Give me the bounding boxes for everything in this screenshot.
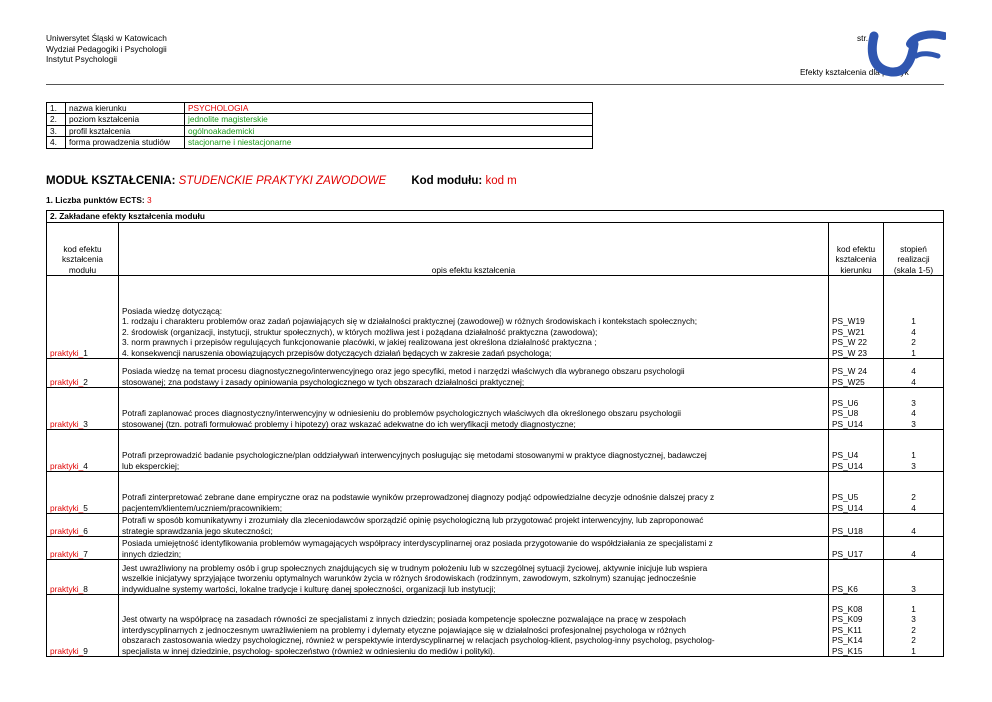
description-line: indywidualne systemy wartości, lokalne tradycje i kulturę danej społeczności, organizacji lub instytucji;	[122, 583, 496, 594]
description-line: Posiada umiejętność identyfikowania problemów wymagających współpracy interdyscyplinarnej oraz posiada przygotowanie do współdziałania ze specjalistami z	[122, 538, 713, 549]
outcome-code-prefix: praktyki_	[50, 460, 84, 471]
outcome-code-prefix: praktyki_	[50, 347, 84, 358]
outcome-code	[47, 472, 119, 514]
outcome-code	[47, 430, 119, 472]
program-outcome-codes	[829, 430, 884, 472]
module-code-value: kod m	[485, 175, 517, 187]
outcome-row	[47, 595, 944, 657]
info-row-number: 2.	[47, 114, 66, 125]
program-outcome-code: PS_K09	[832, 614, 863, 625]
info-row-number: 3.	[47, 125, 66, 136]
header-divider	[46, 84, 944, 85]
realization-level: 3	[911, 397, 916, 408]
outcome-code	[47, 276, 119, 359]
realization-level: 3	[911, 418, 916, 429]
description-line: 4. konsekwencji naruszenia obowiązujących przepisów dotyczących działań będących w zakresie zadań psychologa;	[122, 347, 552, 358]
realization-levels	[884, 514, 944, 537]
outcome-code	[47, 560, 119, 595]
module-code-label: Kod modułu:	[411, 175, 483, 187]
program-outcome-code: PS_U18	[832, 525, 863, 536]
info-row-label: forma prowadzenia studiów	[66, 137, 185, 148]
program-outcome-code: PS_W 23	[832, 347, 868, 358]
outcome-code	[47, 537, 119, 560]
realization-level: 1	[911, 450, 916, 461]
outcome-code-prefix: praktyki_	[50, 376, 84, 387]
program-outcome-code: PS_W25	[832, 376, 865, 387]
program-outcome-code: PS_K6	[832, 583, 858, 594]
outcome-row	[47, 514, 944, 537]
program-info-table	[46, 102, 593, 149]
program-outcome-code: PS_K11	[832, 624, 862, 635]
program-outcome-codes	[829, 595, 884, 657]
info-row-label: profil kształcenia	[66, 125, 185, 136]
outcome-code-number: 5	[83, 502, 88, 513]
description-line: Potrafi w sposób komunikatywny i zrozumiały dla zleceniodawców sporządzić opinię psychologiczną lub przygotować projekt interwencyjny, lub zaproponować	[122, 515, 704, 526]
module-label: MODUŁ KSZTAŁCENIA:	[46, 175, 176, 187]
info-row-number: 4.	[47, 137, 66, 148]
realization-level: 1	[911, 645, 916, 656]
faculty-name: Wydział Pedagogiki i Psychologii	[46, 43, 167, 54]
realization-level: 4	[911, 326, 916, 337]
description-line: Posiada wiedzę na temat procesu diagnostycznego/interwencyjnego oraz jego specyfiki, metod i narzędzi właściwych dla wybranego obszaru psychologii	[122, 366, 685, 377]
program-outcome-codes	[829, 359, 884, 388]
outcome-code	[47, 514, 119, 537]
description-line: stosowanej; zna podstawy i zasady opiniowania psychologicznego w tych obszarach działalności praktycznej;	[122, 376, 525, 387]
realization-levels	[884, 472, 944, 514]
program-outcome-code: PS_U14	[832, 502, 863, 513]
ects-value: 3	[146, 195, 152, 205]
outcome-description	[119, 514, 829, 537]
description-line: stosowanej (tzn. potrafi formułować problemy i hipotezy) oraz wskazać adekwatne do ich weryfikacji metody diagnostyczne;	[122, 418, 576, 429]
realization-level: 1	[911, 316, 916, 327]
outcome-row	[47, 276, 944, 359]
outcome-code-prefix: praktyki_	[50, 548, 84, 559]
program-outcome-code: PS_U14	[832, 460, 863, 471]
program-outcome-code: PS_U17	[832, 548, 863, 559]
outcome-row	[47, 537, 944, 560]
outcome-code-prefix: praktyki_	[50, 583, 84, 594]
info-row-label: poziom kształcenia	[66, 114, 185, 125]
page-number: str. 1	[857, 33, 875, 43]
info-row-value: stacjonarne i niestacjonarne	[185, 137, 593, 148]
outcome-code-prefix: praktyki_	[50, 525, 84, 536]
realization-level: 1	[911, 603, 916, 614]
realization-level: 4	[911, 408, 916, 419]
institution-header	[46, 33, 167, 65]
institute-name: Instytut Psychologii	[46, 54, 118, 64]
realization-level: 4	[911, 502, 916, 513]
realization-level: 3	[911, 460, 916, 471]
realization-levels	[884, 430, 944, 472]
program-outcome-codes	[829, 472, 884, 514]
ects-line	[46, 195, 152, 205]
outcome-description	[119, 430, 829, 472]
description-line: Potrafi zinterpretować zebrane dane empiryczne oraz na podstawie wyników przeprowadzonej diagnozy podjąć odpowiedzialne decyzje odnośnie dalszej pracy z	[122, 492, 715, 503]
realization-level: 3	[911, 614, 916, 625]
outcome-description	[119, 359, 829, 388]
info-row	[47, 137, 593, 148]
outcome-code-number: 1	[83, 347, 88, 358]
description-line: Potrafi przeprowadzić badanie psychologiczne/plan oddziaływań interwencyjnych posługując się metodami stosowanymi w praktyce diagnostycznej, badawczej	[122, 450, 707, 461]
realization-level: 2	[911, 624, 916, 635]
outcome-code-number: 6	[83, 525, 88, 536]
header-level: stopień realizacji (skala 1-5)	[884, 223, 944, 276]
header-description: opis efektu kształcenia	[119, 223, 829, 276]
outcome-code	[47, 359, 119, 388]
outcome-code-number: 4	[83, 460, 88, 471]
header-module-code: kod efektu kształcenia modułu	[47, 223, 119, 276]
outcome-row	[47, 359, 944, 388]
us-logo-icon	[866, 30, 946, 78]
program-outcome-codes	[829, 514, 884, 537]
description-line: pacjentem/klientem/uczniem/pracownikiem;	[122, 502, 283, 513]
info-row	[47, 125, 593, 136]
program-outcome-codes	[829, 388, 884, 430]
realization-levels	[884, 276, 944, 359]
outcome-row	[47, 560, 944, 595]
realization-level: 2	[911, 337, 916, 348]
realization-levels	[884, 537, 944, 560]
document-title: Efekty kształcenia dla praktyk	[800, 67, 909, 77]
program-outcome-code: PS_W 24	[832, 366, 868, 377]
description-line: interdyscyplinarnych z jednoczesnym uwrażliwieniem na problemy i dylematy etyczne pojawiające się w działalności profesjonalnej psychologa w różnych	[122, 624, 686, 635]
program-outcome-code: PS_K08	[832, 603, 863, 614]
program-outcome-code: PS_U8	[832, 408, 859, 419]
description-line: strategie sprawdzania jego skuteczności;	[122, 525, 273, 536]
outcome-description	[119, 472, 829, 514]
description-line: specjalista w innej dziedzinie, psycholog- społeczeństwo (również w odniesieniu do mediów i polityki).	[122, 645, 496, 656]
realization-levels	[884, 388, 944, 430]
realization-level: 2	[911, 635, 916, 646]
program-outcome-code: PS_W21	[832, 326, 865, 337]
outcome-description	[119, 560, 829, 595]
realization-level: 4	[911, 366, 916, 377]
program-outcome-code: PS_U5	[832, 492, 859, 503]
program-outcome-code: PS_K15	[832, 645, 863, 656]
outcome-description	[119, 537, 829, 560]
program-outcome-codes	[829, 560, 884, 595]
description-line: Jest otwarty na współpracę na zasadach równości ze specjalistami z innych dziedzin; posiada kompetencje społeczne pozwalające na pracę w zespołach	[122, 614, 687, 625]
description-line: 2. środowisk (organizacji, instytucji, struktur społecznych), w których możliwa jest i pożądana działalność praktyczna (zawodowa);	[122, 326, 598, 337]
description-line: Posiada wiedzę dotyczącą:	[122, 305, 223, 316]
outcome-row	[47, 430, 944, 472]
program-outcome-code: PS_U6	[832, 397, 859, 408]
program-outcome-codes	[829, 276, 884, 359]
outcome-code-prefix: praktyki_	[50, 502, 84, 513]
module-name: STUDENCKIE PRAKTYKI ZAWODOWE	[178, 175, 387, 187]
program-outcome-code: PS_K14	[832, 635, 863, 646]
outcome-code	[47, 388, 119, 430]
program-outcome-code: PS_U14	[832, 418, 863, 429]
description-line: lub eksperckiej;	[122, 460, 180, 471]
outcome-code	[47, 595, 119, 657]
program-outcome-code: PS_W19	[832, 316, 865, 327]
info-row	[47, 114, 593, 125]
description-line: 3. norm prawnych i przepisów regulujących funkcjonowanie placówki, w jakiej realizowana jest określona działalność praktyczna ;	[122, 337, 597, 348]
outcome-description	[119, 276, 829, 359]
university-name: Uniwersytet Śląski w Katowicach	[46, 33, 167, 43]
outcome-description	[119, 388, 829, 430]
realization-level: 4	[911, 548, 916, 559]
program-outcome-codes	[829, 537, 884, 560]
ects-label: 1. Liczba punktów ECTS:	[46, 195, 145, 205]
program-outcome-code: PS_U4	[832, 450, 859, 461]
info-row	[47, 103, 593, 114]
module-title	[46, 176, 517, 186]
outcome-code-number: 9	[83, 645, 88, 656]
realization-level: 2	[911, 492, 916, 503]
outcome-code-prefix: praktyki_	[50, 645, 84, 656]
outcome-row	[47, 472, 944, 514]
description-line: wszelkie inicjatywy sprzyjające tworzeniu optymalnych warunków życia w różnych środowiskach (rodzinnym, zawodowym, szkolnym) szanując jednocześnie	[122, 573, 697, 584]
realization-levels	[884, 595, 944, 657]
description-line: 1. rodzaju i charakteru problemów oraz zadań pojawiających się w działalności praktycznej (zawodowej) w różnych środowiskach i kontekstach społecznych;	[122, 316, 698, 327]
outcome-code-number: 2	[83, 376, 88, 387]
outcome-description	[119, 595, 829, 657]
program-outcome-code: PS_W 22	[832, 337, 868, 348]
description-line: Potrafi zaplanować proces diagnostyczny/interwencyjny w odniesieniu do problemów psychologicznych właściwych dla określonego obszaru psychologii	[122, 408, 681, 419]
outcomes-section-title: 2. Zakładane efekty kształcenia modułu	[47, 211, 944, 223]
realization-levels	[884, 560, 944, 595]
outcome-row	[47, 388, 944, 430]
realization-levels	[884, 359, 944, 388]
realization-level: 3	[911, 583, 916, 594]
outcome-code-prefix: praktyki_	[50, 418, 84, 429]
learning-outcomes-table	[46, 210, 944, 657]
header-program-code: kod efektu kształcenia kierunku	[829, 223, 884, 276]
outcome-code-number: 8	[83, 583, 88, 594]
outcome-code-number: 7	[83, 548, 88, 559]
info-row-number: 1.	[47, 103, 66, 114]
description-line: innych dziedzin;	[122, 548, 182, 559]
description-line: Jest uwrażliwiony na problemy osób i grup społecznych znajdujących się w trudnym położeniu lub w szczególnej sytuacji życiowej, aktywnie inicjuje lub wspiera	[122, 562, 708, 573]
info-row-value: PSYCHOLOGIA	[185, 103, 593, 114]
outcome-code-number: 3	[83, 418, 88, 429]
description-line: obszarach zastosowania wiedzy psychologicznej, również w perspektywie interdyscyplinarnej w relacjach psycholog-klient, psycholog-inny psycholog, psycholog-	[122, 635, 715, 646]
info-row-label: nazwa kierunku	[66, 103, 185, 114]
realization-level: 1	[911, 347, 916, 358]
info-row-value: jednolite magisterskie	[185, 114, 593, 125]
realization-level: 4	[911, 376, 916, 387]
realization-level: 4	[911, 525, 916, 536]
info-row-value: ogólnoakademicki	[185, 125, 593, 136]
